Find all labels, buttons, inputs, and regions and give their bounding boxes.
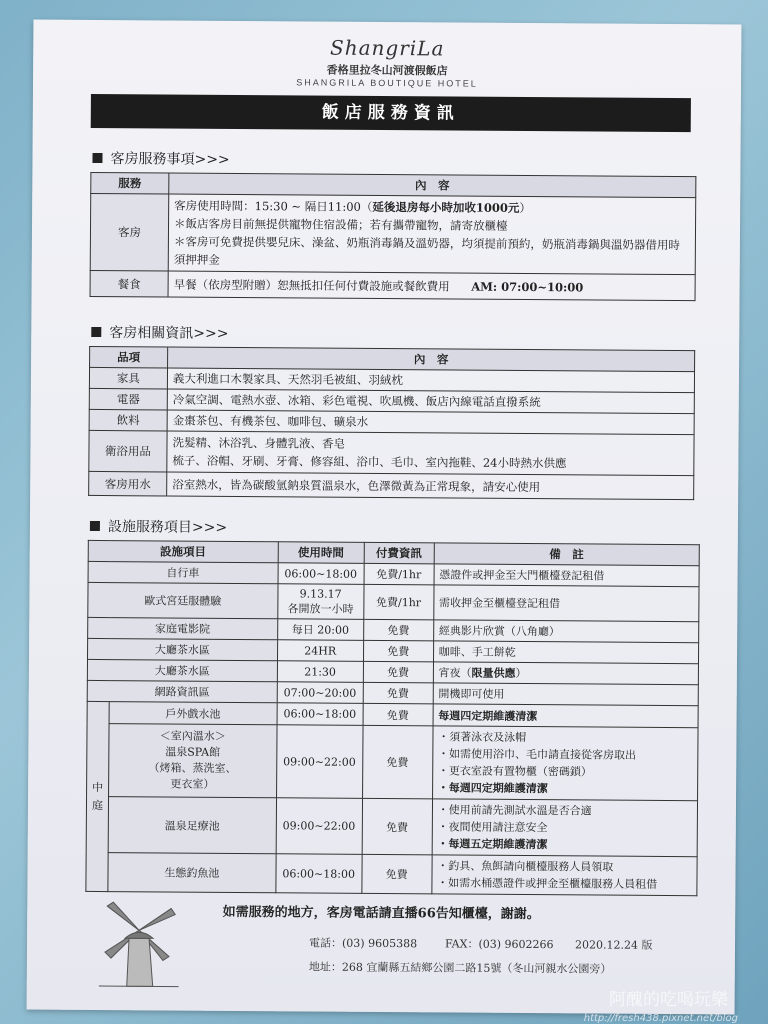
watermark-blog-name: 阿醜的吃喝玩樂 <box>609 990 728 1010</box>
table-row: 客房 客房使用時間：15:30 ~ 隔日11:00（延後退房每小時加收1000元） ＊飯店客房目前無提供寵物住宿設備；若有攜帶寵物，請寄放櫃檯 ＊客房可免費提供嬰兒床、澡盆、奶瓶消毒鍋及溫奶器，均須提前預約，奶瓶消毒鍋與溫奶器借用時須押押金 <box>90 193 696 274</box>
page-title: 飯店服務資訊 <box>91 94 691 132</box>
table-row: 自行車 06:00~18:00 免費/1hr 憑證件或押金至大門櫃檯登記租借 <box>88 561 699 586</box>
square-bullet-icon <box>92 153 102 163</box>
col-facility: 設施項目 <box>88 540 278 562</box>
table-row: 衛浴用品 洗髮精、沐浴乳、身體乳液、香皂 梳子、浴帽、牙刷、牙膏、修容組、浴巾、毛巾、室內拖鞋、24小時熱水供應 <box>89 430 694 475</box>
table-row: 大廳茶水區 21:30 免費 宵夜（限量供應） <box>87 659 698 684</box>
logo-chinese-name: 香格里拉冬山河渡假飯店 <box>326 63 448 78</box>
col-note: 備 註 <box>434 543 699 566</box>
table-row: 家具 義大利進口木製家具、天然羽毛被組、羽絨枕 <box>89 367 694 392</box>
fax-number: FAX：(03) 9602266 <box>444 937 554 952</box>
address: 地址：268 宜蘭縣五結鄉公園二路15號（冬山河親水公園旁） <box>308 960 612 976</box>
logo-english-name: SHANGRILA BOUTIQUE HOTEL <box>296 77 478 89</box>
table-row: 飲料 金棗茶包、有機茶包、咖啡包、礦泉水 <box>89 409 694 434</box>
windmill-icon <box>99 898 180 989</box>
square-bullet-icon <box>90 521 100 531</box>
col-time: 使用時間 <box>278 542 364 564</box>
service-call-notice: 如需服務的地方，客房電話請直播66告知櫃檯，謝謝。 <box>222 904 540 923</box>
phone-number: 電話：(03) 9605388 <box>308 936 418 951</box>
table-row: 網路資訊區 07:00~20:00 免費 開機即可使用 <box>87 680 698 705</box>
table-row: 歐式宮廷服體驗 9.13.17 各開放一小時 免費/1hr 需收押金至櫃檯登記租借 <box>88 582 699 621</box>
col-content: 內 容 <box>169 173 696 198</box>
square-bullet-icon <box>91 327 101 337</box>
row-label-meal: 餐食 <box>90 270 168 297</box>
table-row: 家庭電影院 每日 20:00 免費 經典影片欣賞（八角廳） <box>88 617 699 642</box>
table-row: 大廳茶水區 24HR 免費 咖啡、手工餅乾 <box>87 638 698 663</box>
courtyard-label: 中庭 <box>86 701 109 891</box>
room-info-table <box>88 346 695 500</box>
table-row: 生態釣魚池 06:00~18:00 免費 ・釣具、魚餌請向櫃檯服務人員領取 ・如需水桶憑證件或押金至櫃檯服務人員租借 <box>86 852 697 895</box>
section-room-info-heading: 客房相關資訊>>> <box>91 322 228 343</box>
table-row: 餐食 早餐（依房型附贈）恕無抵扣任何付費設施或餐飲費用 AM: 07:00~10:00 <box>90 270 695 300</box>
table-row: 客房用水 浴室熱水，皆為碳酸氫鈉泉質溫泉水，色澤微黃為正常現象，請安心使用 <box>89 471 694 499</box>
row-label-room: 客房 <box>90 193 169 271</box>
section-room-service-heading: 客房服務事項>>> <box>92 148 229 169</box>
version-date: 2020.12.24 版 <box>574 938 653 952</box>
room-service-table <box>90 172 697 301</box>
hotel-logo <box>33 34 741 91</box>
facility-table <box>85 540 699 896</box>
table-row: 中庭 戶外戲水池 06:00~18:00 免費 每週四定期維護清潔 <box>87 701 698 727</box>
table-row: 溫泉足療池 09:00~22:00 免費 ・使用前請先測試水溫是否合適 ・夜間使用請注意安全 ・每週五定期維護清潔 <box>86 796 697 856</box>
service-info-sheet <box>27 20 742 1015</box>
table-row: 電器 冷氣空調、電熱水壺、冰箱、彩色電視、吹風機、飯店內線電話直撥系統 <box>89 388 694 413</box>
col-service: 服務 <box>91 172 169 194</box>
col-content: 內 容 <box>168 347 695 372</box>
logo-script: ShangriLa <box>330 35 445 61</box>
section-facility-heading: 設施服務項目>>> <box>90 516 227 537</box>
watermark-blog-url: http://fresh438.pixnet.net/blog <box>583 1013 738 1024</box>
col-item: 品項 <box>90 346 168 368</box>
col-fee: 付費資訊 <box>364 542 434 563</box>
table-row: ＜室內溫水＞ 溫泉SPA館 （烤箱、蒸洗室、 更衣室） 09:00~22:00 免費 ・須著泳衣及泳帽 ・如需使用浴巾、毛巾請直接從客房取出 ・更衣室設有置物櫃（密碼鎖） ・每週四定期維護清潔 <box>87 723 698 800</box>
